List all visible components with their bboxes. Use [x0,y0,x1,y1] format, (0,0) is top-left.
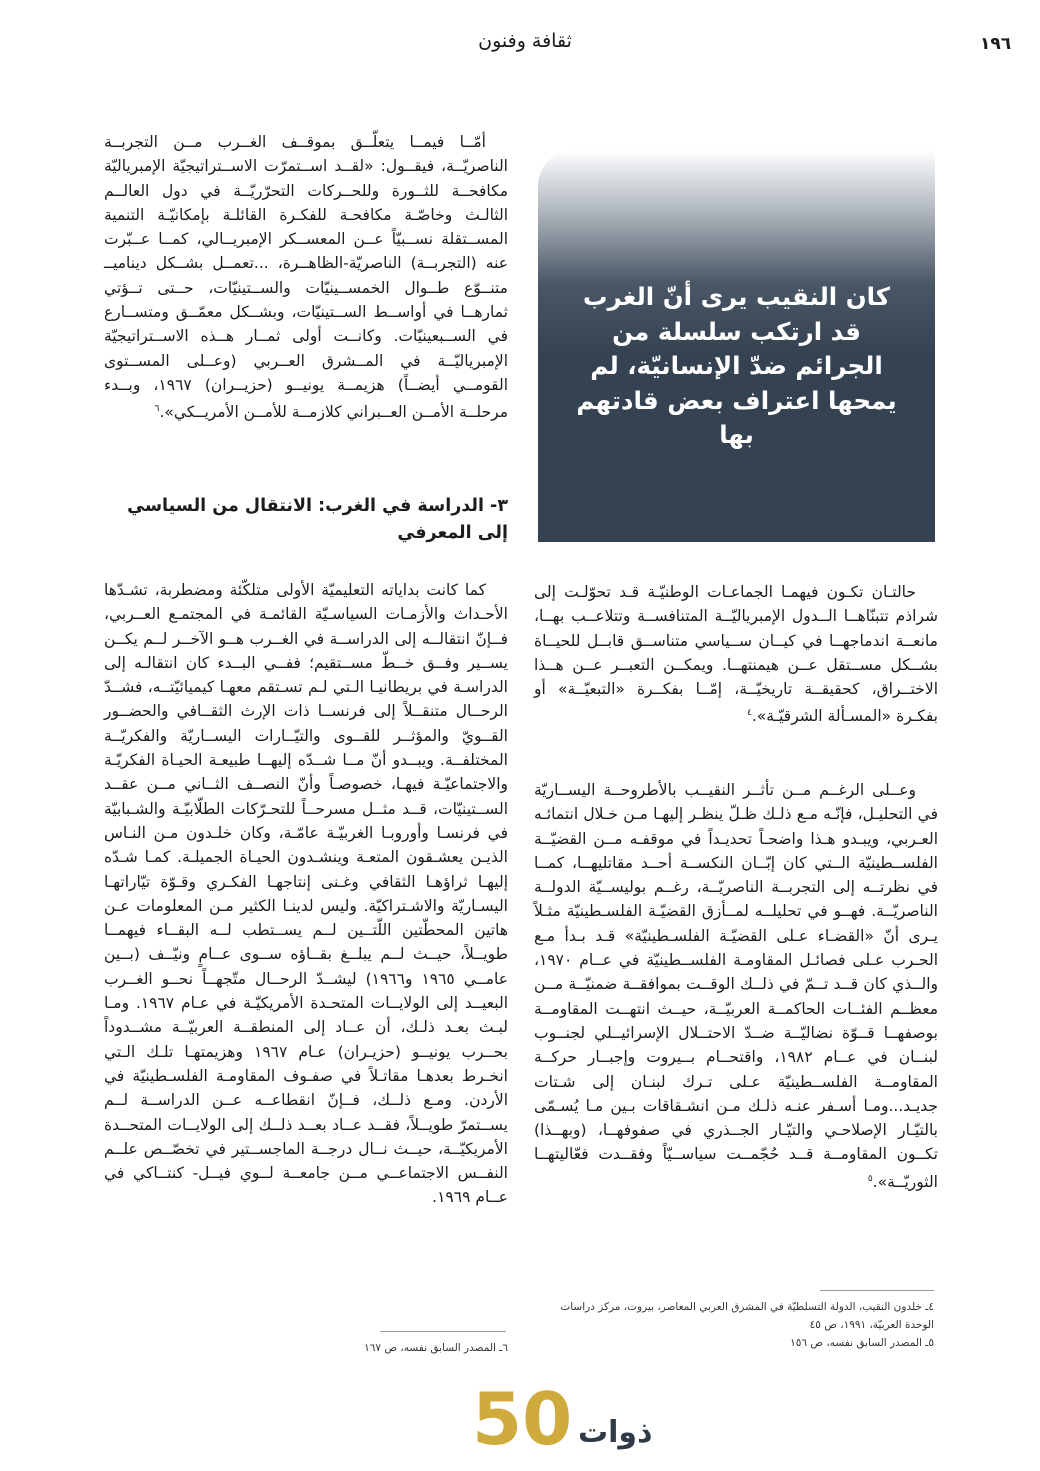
pull-quote-box [538,150,935,542]
logo [468,1377,653,1461]
footnote-ref: ٥ [867,1173,873,1184]
footnote-item: ٦ـ المصدر السابق نفسه، ص ١٦٧ [364,1342,508,1354]
footnotes-left [104,1339,508,1357]
right-column-paragraph-1 [534,580,938,729]
paragraph-text: أمّــا فيمــا يتعلّــق بموقــف الغــرب مــن التجربــة الناصريّــة، فيقــول: «لقــد اســتمرّت الاســتراتيجيّة الإمبرياليّة مكافحــة للثــورة وللحــركات التحرّريّــة في دول العالــم الثالـث وخاصّـة مكافحـة للفكـرة القائلـة بإمكانيّـة التنمية المســتقلة نســبيّاً عــن المعســكر الإمبريــالي، كمــا عــبّرت عنه (التجربــة) الناصريّة-الظاهــرة، ...تعمــل بشــكل ديناميــ متنــوّع طــوال الخمســينيّات والســتينيّات، حــتى تــؤتي ثمارهــا في أواســط الســتينيّات، وبشــكل معمّــق ومتســارع في الســبعينيّات. وكانــت أولى ثمــار هــذه الاســتراتيجيّة الإمبرياليّــة في المــشرق العــربي (وعــلى المســتوى القومــي أيضــاً) هزيمــة يونيــو (حزيــران) ١٩٦٧، وبــدء مرحلــة الأمــن العــبراني كلازمــة للأمــن الأمريــكي». [104,133,508,422]
logo-text: ذوات [578,1415,653,1450]
logo-mark [468,1377,653,1461]
footnote-ref: ٤ [747,708,752,719]
logo-numeral: 50 [472,1377,573,1461]
footnote-item: ٥ـ المصدر السابق نفسه، ص ١٥٦ [790,1337,934,1349]
footnote-divider [380,1331,506,1332]
paragraph-text: حالتـان تكـون فيهمـا الجماعـات الوطنيّـة قـد تحوّلـت إلى شراذم تتبنّاهــا الــدول الإمبرياليّــة المتنافســة وتتلاعــب بهــا، مانعــة اندماجهــا في كيــان ســياسي متناســق قابــل للحيــاة بشــكل مســتقل عــن هيمنتهــا. ويمكــن التعبــر عــن هــذا الاختــراق، كحقيقــة تاريخيّــة، إمّــا بفكــرة «التبعيّــة» أو بفكـرة «المسـألة الشرقيّـة». [534,583,938,726]
pull-quote-text: كان النقيب يرى أنّ الغرب قد ارتكب سلسلة من الجرائم ضدّ الإنسانيّة، لم يمحها اعتراف بعض قادتهم بها [576,282,897,449]
left-column-paragraph-1 [104,130,508,425]
section-heading: ٣- الدراسة في الغرب: الانتقال من السياسي إلى المعرفي [127,496,508,543]
paragraph-text: وعــلى الرغــم مــن تأثــر النقيــب بالأطروحــة اليســاريّة في التحليـل، فإنّـه مـع ذلـك ظـلّ ينظـر إليهـا مـن خـلال انتمائـه العـربي، ويبـدو هـذا واضحـاً تحديـداً في موقفـه مــن القضيّــة الفلســطينيّة الــتي كان إبّــان النكســة أحــد مقاتليهــا، كمــا في نظرتــه إلى التجربــة الناصريّــة، رغــم بوليســيّة الدولــة الناصريّــة. فهــو في تحليلــه لمــأزق القضيّـة الفلسـطينيّة مثـلاً يـرى أنّ «القضـاء عـلى القضيّـة الفلسـطينيّة» قـد بـدأ مـع الحـرب عـلى فصائـل المقاومـة الفلســطينيّة في عــام ١٩٧٠، والــذي كان قــد تــمّ في ذلــك الوقــت بموافقــة ضمنيّــة مــن معظــم الفئــات الحاكمــة العربيّــة، حيــث انتهــت المقاومــة بوصفهــا قــوّة نضاليّــة ضــدّ الاحتــلال الإسرائيــلي لجنــوب لبنــان في عــام ١٩٨٢، واقتحــام بــيروت وإجبــار حركــة المقاومــة الفلســطينيّة عـلى تـرك لبنـان إلى شـتات جديـد...ومـا أسـفر عنـه ذلـك مـن انشـقاقات بـين مـا يُسـمّى بالتيّـار الإصلاحـي والتيّـار الجــذري في صفوفهــا، (وبهــذا) تكــون المقاومــة قــد حُجّمــت سياســيّاً وفقــدت فعّاليتهــا الثوريّــة». [534,781,938,1191]
paragraph-text: كما كانت بداياته التعليميّة الأولى متلكّئة ومضطربة، تشـدّها الأحـداث والأزمـات السياسـيّة القائمـة في المجتمـع العــربي، فــإنّ انتقالــه إلى الدراســة في الغــرب هــو الآخــر لــم يكــن يســير وفــق خــطّ مســتقيم؛ ففــي البــدء كان انتقالـه إلى الدراسـة في بريطانيـا الـتي لـم تسـتقم معهـا كيميائيّتــه، فشــدّ الرحــال متنقــلاً إلى فرنســا ذات الإرث الثقــافي والحضــور القــويّ والمؤثــر للقــوى والتيّــارات اليســاريّة والفكريّــة المختلفــة. ويبــدو أنّ مــا شــدّه إليهــا طبيعـة الحيـاة الفكريّـة والاجتماعيّـة فيهـا، خصوصـاً وأنّ النصــف الثــاني مــن عقــد الســتينيّات، قــد مثــل مسرحــاً للتحـرّكات الطلّابيّـة والشـبابيّة في فرنسـا وأوروبـا الغربيّـة عامّـة، وكان خلـدون مـن النـاس الذيـن يعشـقون المتعـة وينشـدون الحيـاة الجميلـة. كمـا شـدّه إليهـا ثراؤهـا الثقافي وغـنى إنتاجهـا الفكـري وقـوّة تيّاراتهـا اليسـاريّة والاشـتراكيّة. وليس لدينـا الكثير مـن المعلومات عـن هاتين المحطّتين اللّتــين لــم يســتطب لــه البقــاء فيهمــا طويــلاً، حيــث لــم يبلــغ بقــاؤه ســوى عــامٍ ونيّــف (بــين عامــي ١٩٦٥ و١٩٦٦) ليشــدّ الرحــال متّجهــاً نحــو الغــرب البعيــد إلى الولايــات المتحـدة الأمريكيّـة في عـام ١٩٦٧. ومـا لبـث بعـد ذلـك، أن عــاد إلى المنطقــة العربيّــة مشــدوداً بحــرب يونيــو (حزيـران) عـام ١٩٦٧ وهزيمتهـا تلـك الـتي انخـرط بعدهـا مقاتـلاً في صفـوف المقاومـة الفلسـطينيّة في الأردن. ومـع ذلــك، فــإنّ انقطاعــه عــن الدراســة لــم يســتمرّ طويــلاً، فقــد عــاد بعــد ذلــك إلى الولايــات المتحــدة الأمريكيّــة، حيــث نــال درجــة الماجســتير في تخصّــص علــم النفــس الاجتماعــي مــن جامعــة لــوي فيــل- كنتــاكي في عــام ١٩٦٩. [104,581,508,1207]
left-column-paragraph-2 [104,578,508,1210]
page-number: ١٩٦ [980,34,1012,54]
footnotes-right [530,1298,934,1352]
right-column-paragraph-2 [534,778,938,1194]
footnote-item: ٤ـ خلدون النقيب، الدولة التسلطيّة في المشرق العربي المعاصر، بيروت، مركز دراسات الوحدة العربيّة، ١٩٩١، ص ٤٥ [560,1301,934,1331]
footnote-ref: ٦ [154,404,160,415]
footnote-divider [820,1290,934,1291]
section-title: ثقافة وفنون [478,30,572,52]
